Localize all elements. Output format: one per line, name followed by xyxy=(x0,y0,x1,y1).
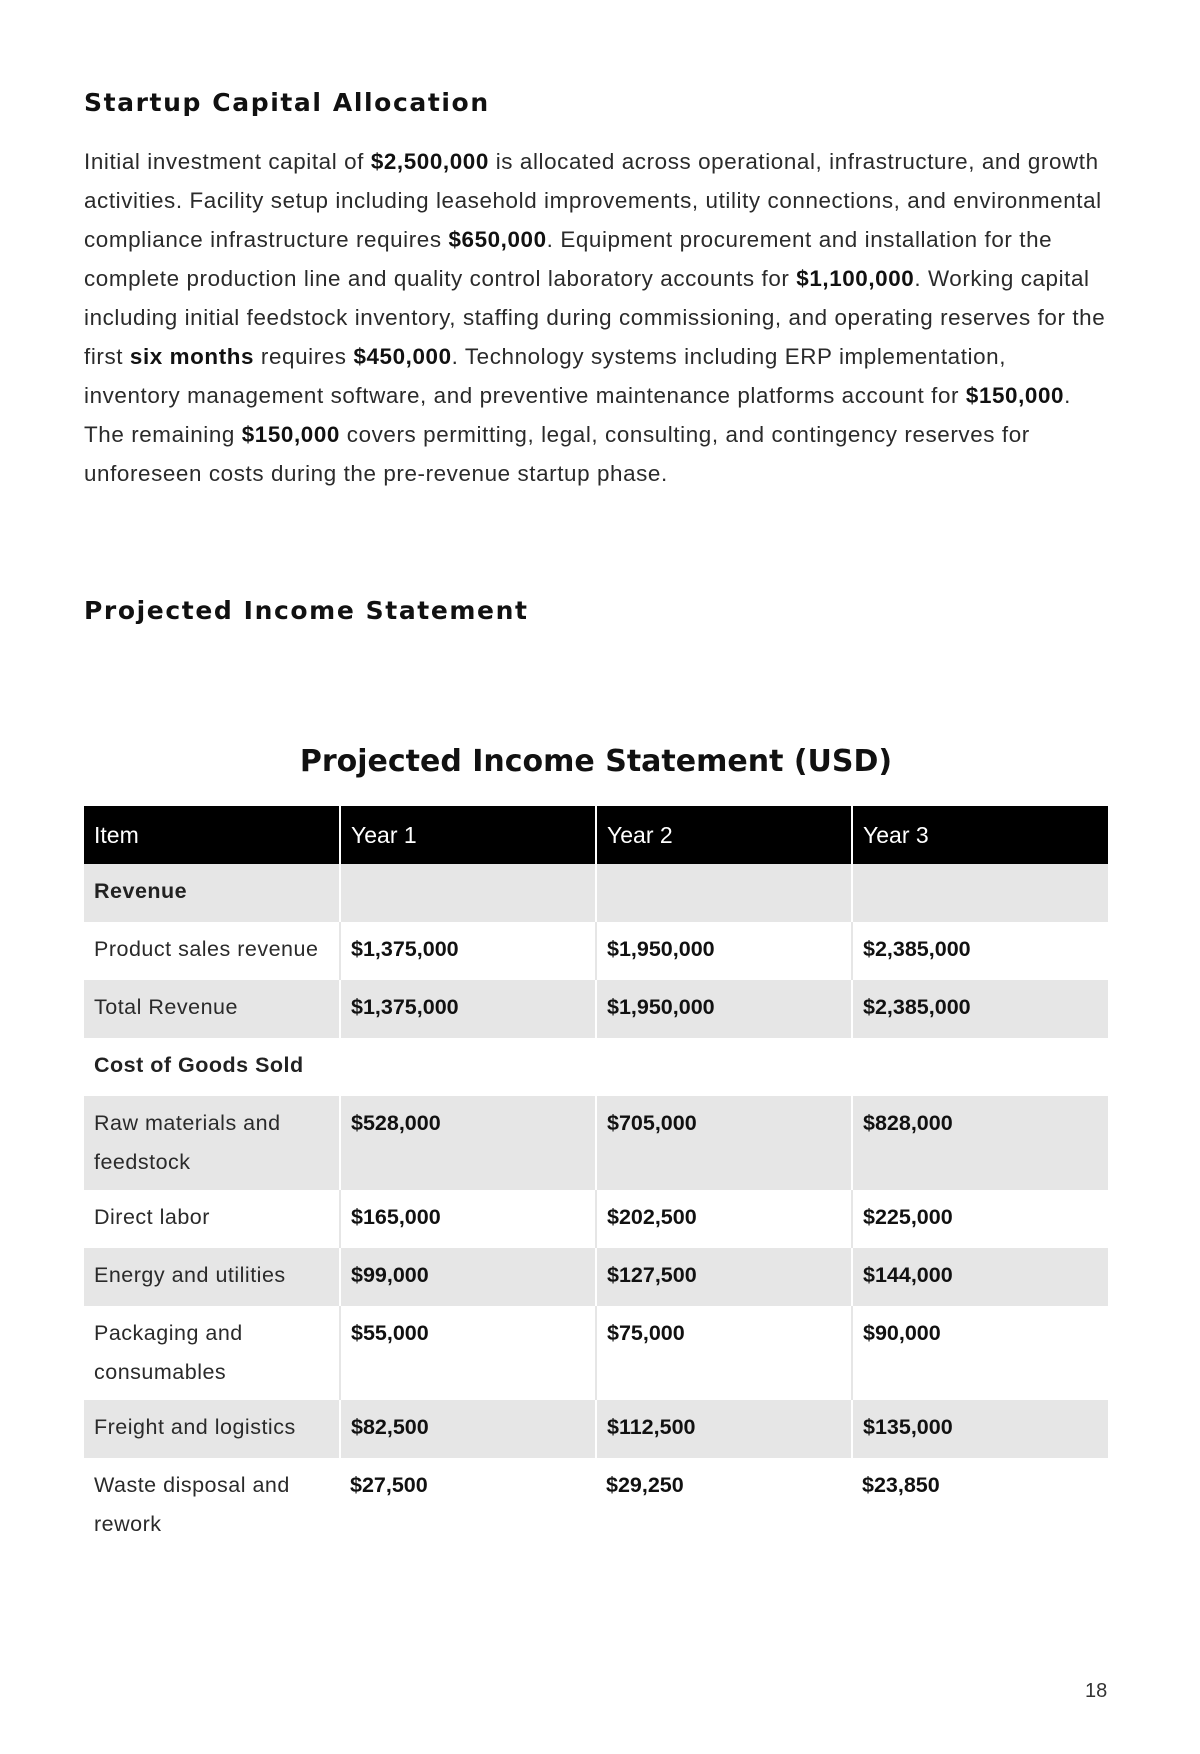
value-text: $2,385,000 xyxy=(863,995,971,1019)
table-row xyxy=(84,922,1108,980)
year-2-value xyxy=(596,980,852,1038)
paragraph-text-run: . Equipment procurement and installation for the complete production line and quality control laboratory accounts for xyxy=(84,227,1053,291)
year-1-value xyxy=(340,1400,596,1458)
year-2-value xyxy=(596,1400,852,1458)
table-row xyxy=(84,1248,1108,1306)
income-statement-table xyxy=(84,806,1108,1552)
row-label-text: Direct labor xyxy=(94,1205,210,1229)
year-1-value xyxy=(340,1248,596,1306)
value-text: $1,950,000 xyxy=(607,995,715,1019)
column-header-item: Item xyxy=(84,806,340,864)
bold-figure: $2,500,000 xyxy=(370,149,489,174)
year-2-value xyxy=(596,922,852,980)
year-1-value xyxy=(340,864,596,922)
value-text: $27,500 xyxy=(350,1473,428,1497)
table-row xyxy=(84,1400,1108,1458)
year-3-value xyxy=(852,864,1108,922)
table-row xyxy=(84,980,1108,1038)
section-heading-income-statement: Projected Income Statement xyxy=(84,596,529,625)
value-text: $82,500 xyxy=(351,1415,429,1439)
year-3-value xyxy=(852,1458,1108,1552)
row-label-text: Raw materials and feedstock xyxy=(94,1111,281,1174)
row-label xyxy=(84,1038,340,1096)
bold-figure: $150,000 xyxy=(965,383,1065,408)
startup-capital-paragraph xyxy=(84,142,1108,493)
year-2-value xyxy=(596,1458,852,1552)
value-text: $165,000 xyxy=(351,1205,441,1229)
value-text: $55,000 xyxy=(351,1321,429,1345)
bold-figure: $1,100,000 xyxy=(796,266,915,291)
value-text: $202,500 xyxy=(607,1205,697,1229)
row-label-text: Packaging and consumables xyxy=(94,1321,243,1384)
value-text: $90,000 xyxy=(863,1321,941,1345)
row-label-text: Energy and utilities xyxy=(94,1263,286,1287)
paragraph-text-run: . The remaining xyxy=(84,383,1071,447)
value-text: $828,000 xyxy=(863,1111,953,1135)
year-1-value xyxy=(340,980,596,1038)
year-2-value xyxy=(596,1306,852,1400)
value-text: $127,500 xyxy=(607,1263,697,1287)
year-3-value xyxy=(852,1038,1108,1096)
bold-figure: six months xyxy=(129,344,255,369)
page-number: 18 xyxy=(1085,1680,1108,1702)
paragraph-text-run: requires xyxy=(254,344,354,369)
column-header-year-1: Year 1 xyxy=(340,806,596,864)
paragraph-text-run: Initial investment capital of xyxy=(84,149,371,174)
year-3-value xyxy=(852,1306,1108,1400)
table-row xyxy=(84,1306,1108,1400)
bold-figure: $450,000 xyxy=(353,344,452,369)
value-text: $75,000 xyxy=(607,1321,685,1345)
year-3-value xyxy=(852,1248,1108,1306)
paragraph-text-run: . Technology systems including ERP implementation, inventory management software, and preventive maintenance platforms account for xyxy=(84,344,1007,408)
table-header-row xyxy=(84,806,1108,864)
year-3-value xyxy=(852,980,1108,1038)
year-1-value xyxy=(340,1306,596,1400)
row-label xyxy=(84,1458,340,1552)
value-text: $225,000 xyxy=(863,1205,953,1229)
row-label xyxy=(84,922,340,980)
year-2-value xyxy=(596,1248,852,1306)
year-2-value xyxy=(596,864,852,922)
table-section-row xyxy=(84,1038,1108,1096)
row-label-text: Freight and logistics xyxy=(94,1415,296,1439)
value-text: $23,850 xyxy=(862,1473,940,1497)
year-3-value xyxy=(852,922,1108,980)
year-1-value xyxy=(340,922,596,980)
year-2-value xyxy=(596,1190,852,1248)
value-text: $135,000 xyxy=(863,1415,953,1439)
paragraph-text-run: covers permitting, legal, consulting, and contingency reserves for unforeseen costs during the pre-revenue startup phase. xyxy=(84,422,1030,486)
row-label xyxy=(84,1248,340,1306)
year-3-value xyxy=(852,1400,1108,1458)
row-label-text: Waste disposal and rework xyxy=(94,1473,290,1536)
year-2-value xyxy=(596,1096,852,1190)
table-section-row xyxy=(84,864,1108,922)
table-title: Projected Income Statement (USD) xyxy=(299,744,893,779)
year-3-value xyxy=(852,1096,1108,1190)
value-text: $1,375,000 xyxy=(351,937,459,961)
table-row xyxy=(84,1096,1108,1190)
row-label-text: Total Revenue xyxy=(94,995,238,1019)
column-header-year-2: Year 2 xyxy=(596,806,852,864)
value-text: $99,000 xyxy=(351,1263,429,1287)
row-label-text: Cost of Goods Sold xyxy=(94,1053,304,1077)
row-label-text: Revenue xyxy=(94,879,188,903)
paragraph-text-run: is allocated across operational, infrastructure, and growth activities. Facility setup including leasehold improvements, utility connections, and environmental compliance infrastructure requires xyxy=(84,149,1102,252)
year-1-value xyxy=(340,1038,596,1096)
value-text: $1,375,000 xyxy=(351,995,459,1019)
value-text: $2,385,000 xyxy=(863,937,971,961)
year-3-value xyxy=(852,1190,1108,1248)
bold-figure: $650,000 xyxy=(448,227,547,252)
value-text: $112,500 xyxy=(607,1415,696,1439)
bold-figure: $150,000 xyxy=(241,422,340,447)
column-header-year-3: Year 3 xyxy=(852,806,1108,864)
year-1-value xyxy=(340,1458,596,1552)
value-text: $705,000 xyxy=(607,1111,697,1135)
value-text: $144,000 xyxy=(863,1263,953,1287)
row-label xyxy=(84,864,340,922)
year-1-value xyxy=(340,1190,596,1248)
year-2-value xyxy=(596,1038,852,1096)
row-label-text: Product sales revenue xyxy=(94,937,319,961)
row-label xyxy=(84,980,340,1038)
row-label xyxy=(84,1096,340,1190)
row-label xyxy=(84,1306,340,1400)
section-heading-startup-capital: Startup Capital Allocation xyxy=(84,88,490,117)
row-label xyxy=(84,1190,340,1248)
paragraph-text-run: . Working capital including initial feedstock inventory, staffing during commissioning, and operating reserves for the first xyxy=(84,266,1106,369)
table-row xyxy=(84,1458,1108,1552)
value-text: $1,950,000 xyxy=(607,937,715,961)
row-label xyxy=(84,1400,340,1458)
value-text: $528,000 xyxy=(351,1111,441,1135)
table-row xyxy=(84,1190,1108,1248)
year-1-value xyxy=(340,1096,596,1190)
value-text: $29,250 xyxy=(606,1473,684,1497)
